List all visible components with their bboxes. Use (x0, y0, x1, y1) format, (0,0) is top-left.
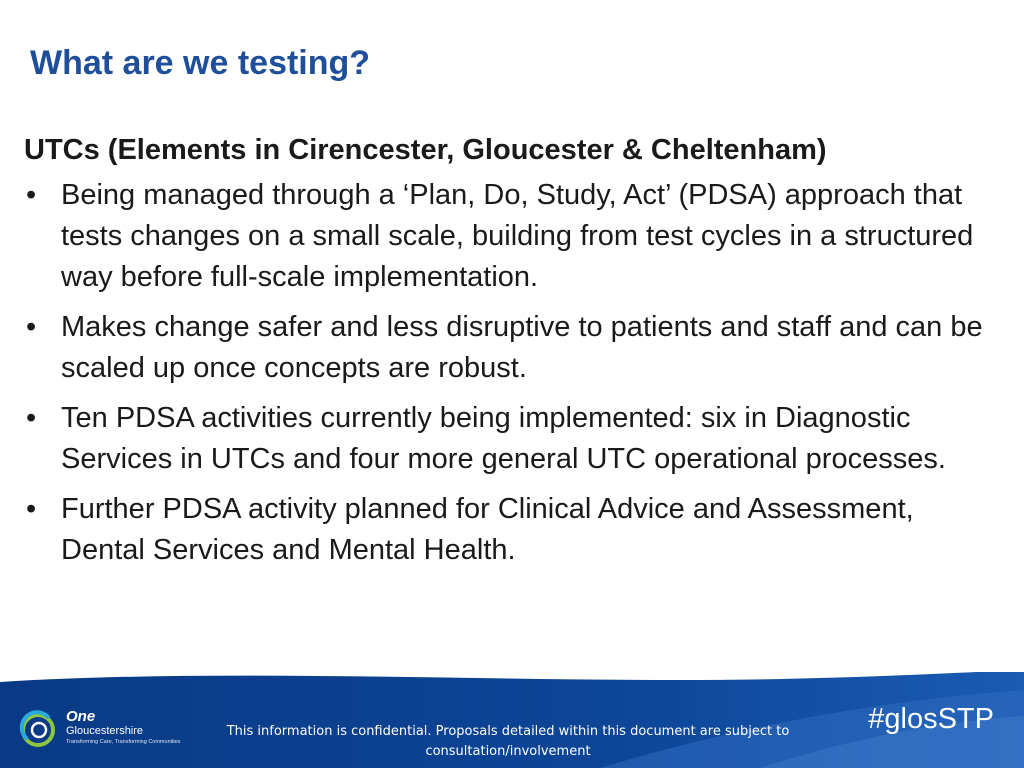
hashtag-label: #glosSTP (868, 703, 994, 735)
slide-content (24, 130, 994, 580)
logo-swirl-icon (18, 708, 62, 752)
section-subheading: UTCs (Elements in Cirencester, Gloucester & Cheltenham) (24, 134, 827, 166)
bullet-marker: • (26, 311, 37, 343)
logo-text-name: Gloucestershire (66, 725, 144, 737)
bullet-marker: • (26, 402, 37, 434)
one-gloucestershire-logo (18, 708, 198, 752)
bullet-item (24, 307, 994, 389)
bullet-text: Further PDSA activity planned for Clinical Advice and Assessment, Dental Services and Mental Health. (61, 493, 914, 566)
bullet-text: Being managed through a ‘Plan, Do, Study, Act’ (PDSA) approach that tests changes on a small scale, building from test cycles in a structured way before full-scale implementation. (61, 179, 974, 293)
confidentiality-notice (200, 722, 816, 762)
confidentiality-line-2: consultation/involvement (425, 744, 591, 759)
bullet-text: Makes change safer and less disruptive to patients and staff and can be scaled up once concepts are robust. (61, 311, 983, 384)
bullet-item (24, 489, 994, 571)
bullet-item (24, 175, 994, 298)
slide-title: What are we testing? (30, 44, 371, 82)
bullet-marker: • (26, 179, 37, 211)
bullet-item (24, 398, 994, 480)
logo-tagline: Transforming Care, Transforming Communities (66, 739, 181, 745)
confidentiality-line-1: This information is confidential. Proposals detailed within this document are subject to (226, 724, 790, 739)
logo-text-one: One (66, 708, 96, 725)
bullet-text: Ten PDSA activities currently being implemented: six in Diagnostic Services in UTCs and four more general UTC operational processes. (61, 402, 946, 475)
bullet-list (24, 175, 994, 571)
bullet-marker: • (26, 493, 37, 525)
